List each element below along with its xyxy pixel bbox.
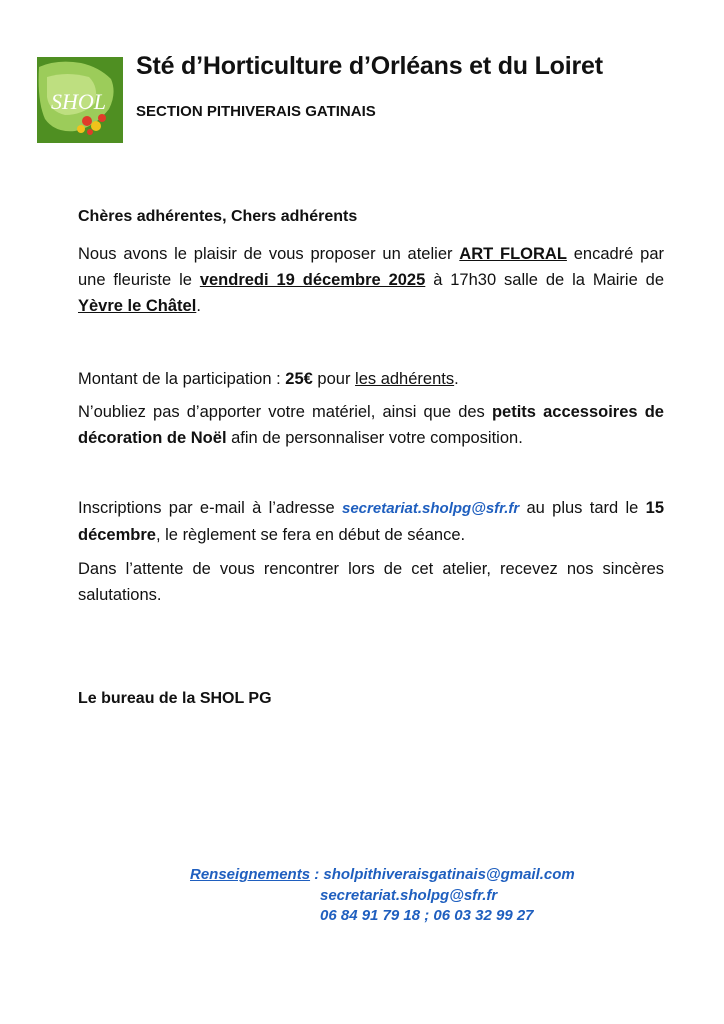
paragraph-invitation: Nous avons le plaisir de vous proposer un atelier ART FLORAL encadré par une fleuriste le vendredi 19 décembre 2025 à 17h30 salle de la Mairie de Yèvre le Châtel. <box>78 245 664 315</box>
contact-label: Renseignements <box>190 866 311 883</box>
paragraph-materials: N’oubliez pas d’apporter votre matériel, ainsi que des petits accessoires de décoration de Noël afin de personnaliser votre composition. <box>78 403 664 447</box>
art-floral-highlight: ART FLORAL <box>459 245 567 263</box>
contact-email-sfr-link[interactable]: secretariat.sholpg@sfr.fr <box>320 887 498 904</box>
event-place: Yèvre le Châtel <box>78 297 197 315</box>
contact-phones: 06 84 91 79 18 ; 06 03 32 99 27 <box>320 907 534 924</box>
page-title: Sté d’Horticulture d’Orléans et du Loiret <box>136 52 603 80</box>
price-audience: les adhérents <box>355 370 455 388</box>
accessories-highlight: petits accessoires de décoration de Noël <box>78 403 664 447</box>
page-subtitle: SECTION PITHIVERAIS GATINAIS <box>136 103 376 120</box>
event-date: vendredi 19 décembre 2025 <box>199 271 426 289</box>
svg-text:SHOL: SHOL <box>51 89 107 114</box>
registration-deadline: 15 décembre <box>78 499 664 544</box>
greeting: Chères adhérentes, Chers adhérents <box>78 208 358 225</box>
shol-logo <box>37 57 123 143</box>
contact-email-gmail-link[interactable]: sholpithiveraisgatinais@gmail.com <box>323 866 575 883</box>
paragraph-registration: Inscriptions par e-mail à l’adresse secretariat.sholpg@sfr.fr au plus tard le 15 décembre, le règlement se fera en début de séance. <box>78 499 664 544</box>
shol-logo-icon <box>37 57 123 143</box>
signature: Le bureau de la SHOL PG <box>78 690 272 707</box>
paragraph-price: Montant de la participation : 25€ pour les adhérents. <box>78 370 459 388</box>
paragraph-closing: Dans l’attente de vous rencontrer lors de cet atelier, recevez nos sincères salutations. <box>78 560 664 604</box>
registration-email-link[interactable]: secretariat.sholpg@sfr.fr <box>342 500 520 517</box>
price-amount: 25€ <box>285 370 313 388</box>
contact-line-1: Renseignements : sholpithiveraisgatinais@gmail.com <box>190 866 575 883</box>
